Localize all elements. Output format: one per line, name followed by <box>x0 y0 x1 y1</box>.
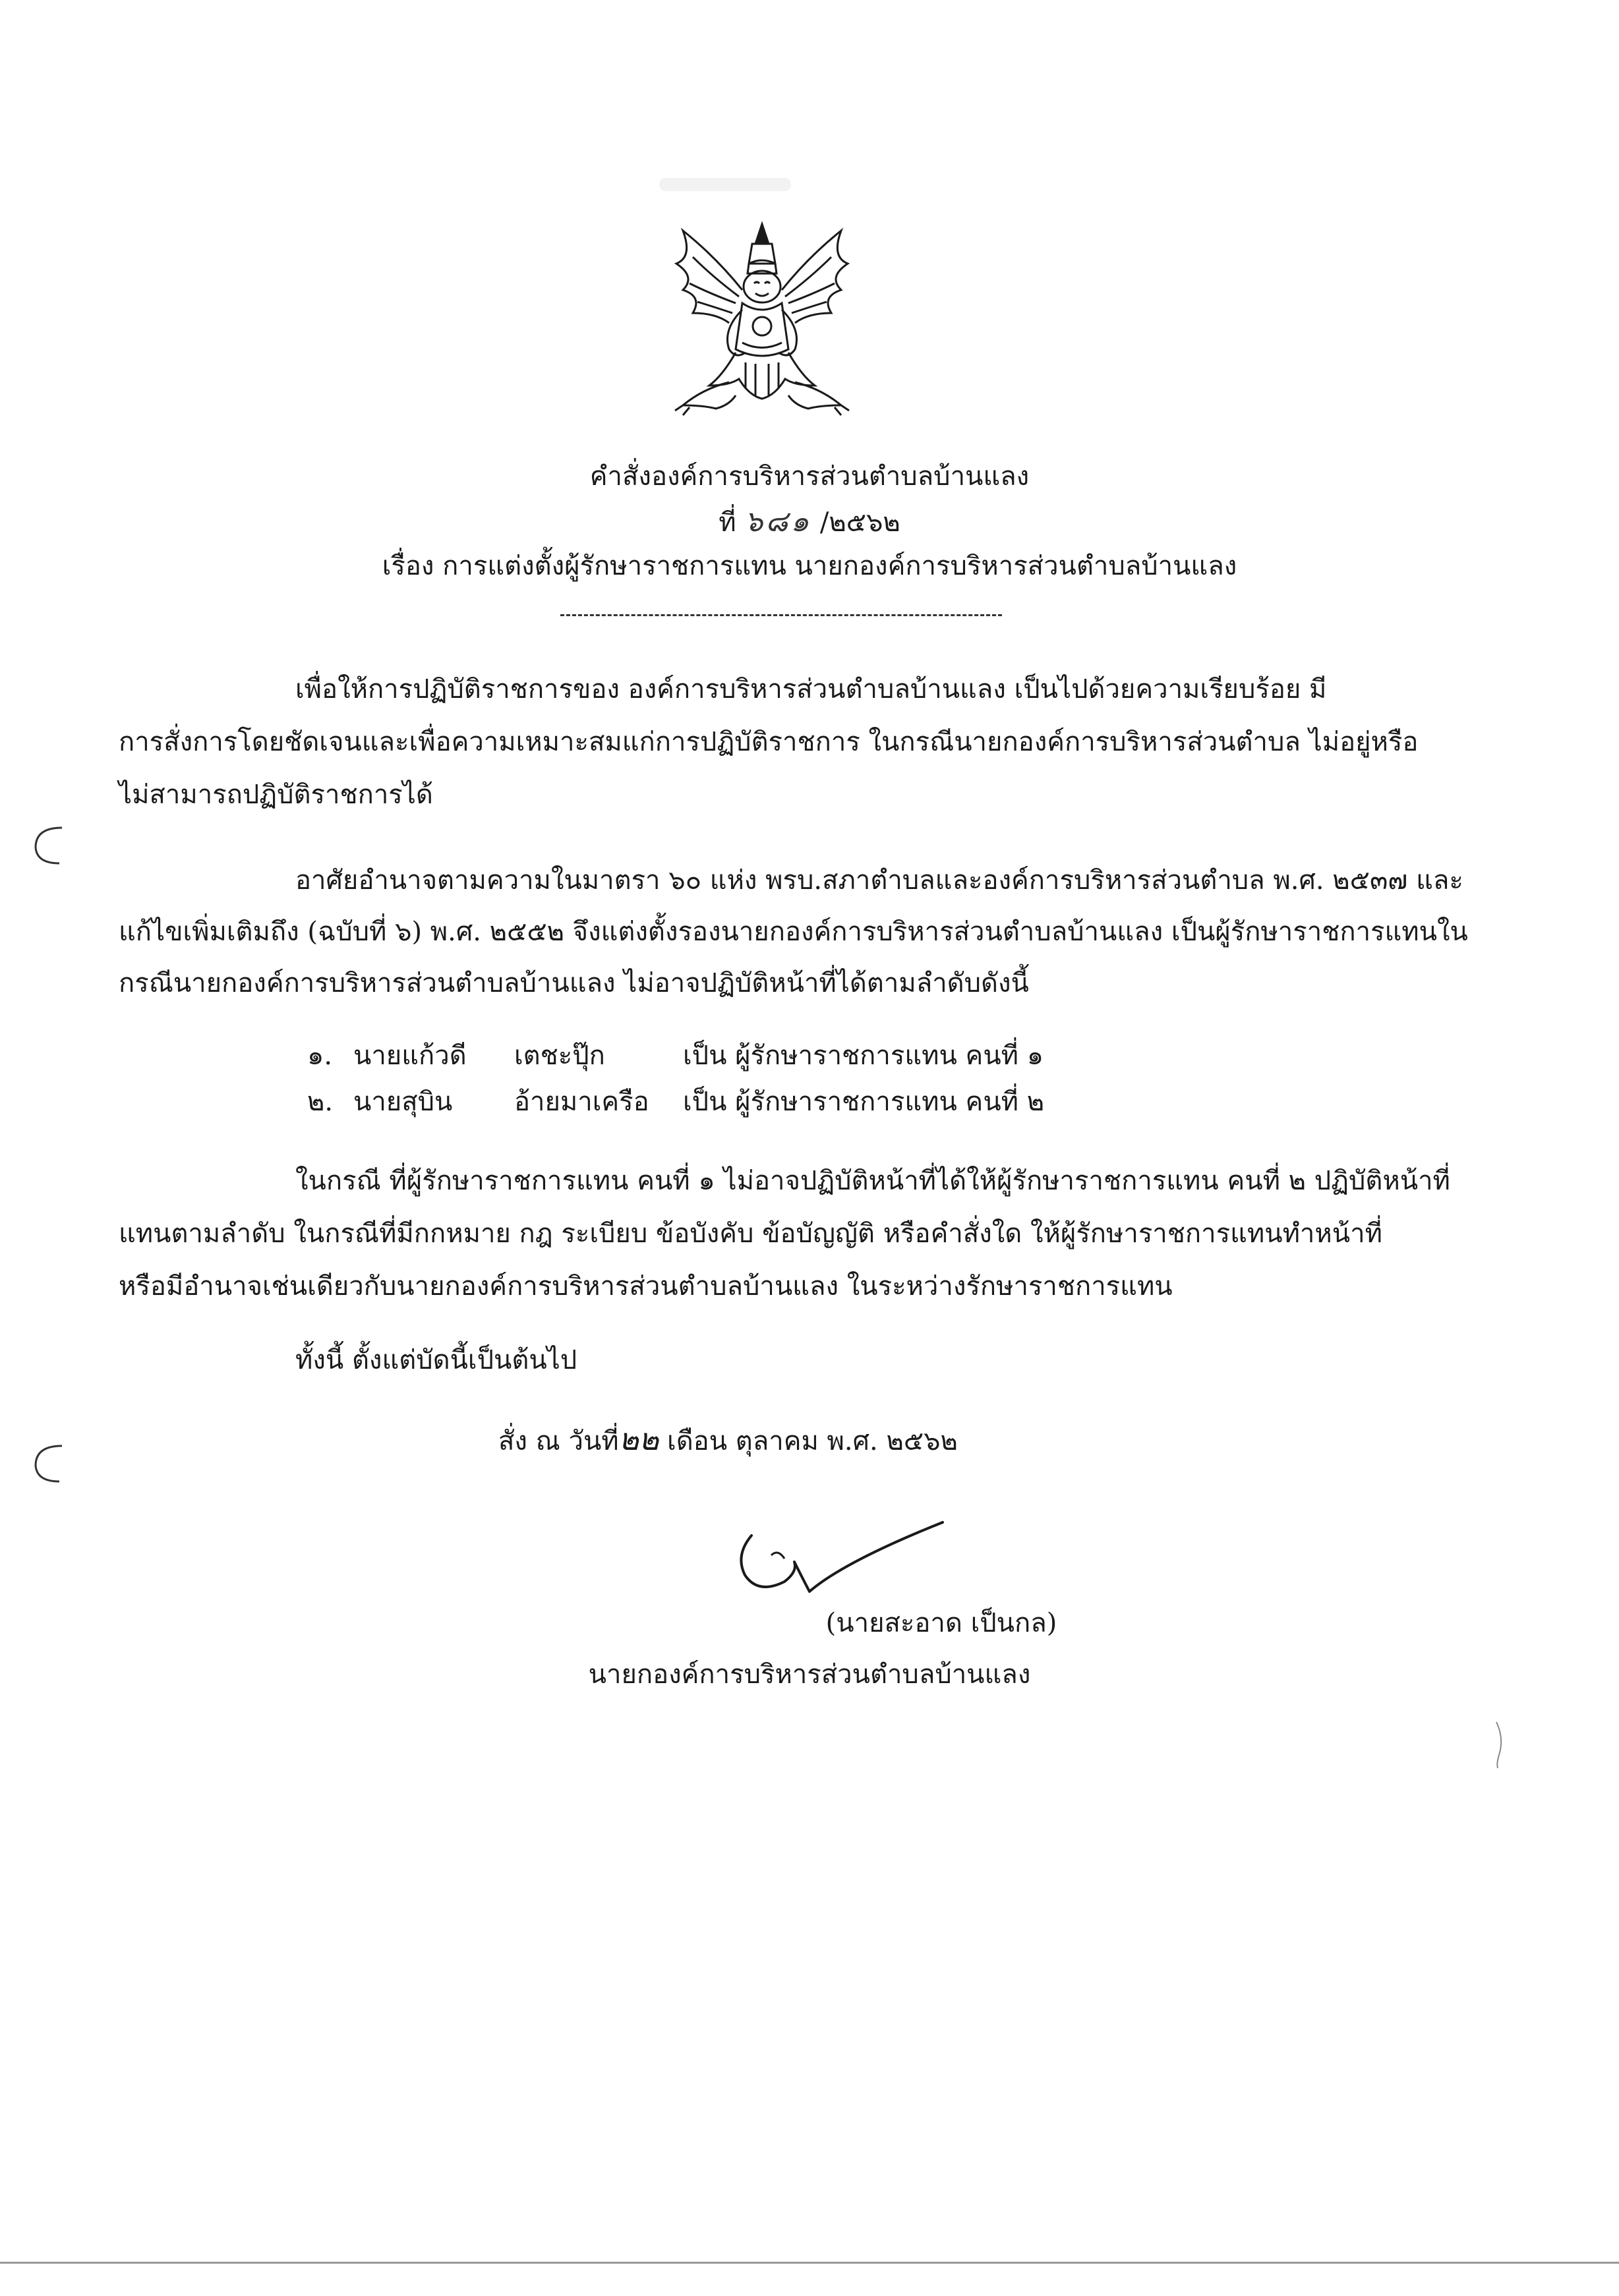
given-date <box>498 1416 958 1465</box>
punch-hole-icon <box>29 822 75 869</box>
given-day-handwritten: ๒๒ <box>618 1421 659 1457</box>
order-subject: เรื่อง การแต่งตั้งผู้รักษาราชการแทน นายกองค์การบริหารส่วนตำบลบ้านแลง <box>382 551 1237 581</box>
paragraph3-line3: หรือมีอำนาจเช่นเดียวกับนายกองค์การบริหารส่วนตำบลบ้านแลง ในระหว่างรักษาราชการแทน <box>119 1271 1173 1302</box>
given-date-prefix: สั่ง ณ วันที่ <box>498 1426 619 1456</box>
signer-title: นายกองค์การบริหารส่วนตำบลบ้านแลง <box>588 1659 1031 1690</box>
appointee-number: ๒. <box>307 1087 334 1117</box>
order-title: คำสั่งองค์การบริหารส่วนตำบลบ้านแลง <box>589 461 1030 492</box>
scan-bottom-edge <box>0 2262 1619 2264</box>
handwritten-signature <box>732 1509 949 1608</box>
effective-statement: ทั้งนี้ ตั้งแต่บัดนี้เป็นต้นไป <box>295 1345 577 1375</box>
order-number-prefix: ที่ <box>719 507 736 538</box>
paragraph1-line1: เพื่อให้การปฏิบัติราชการของ องค์การบริหารส่วนตำบลบ้านแลง เป็นไปด้วยความเรียบร้อย มี <box>295 674 1327 704</box>
given-date-rest: เดือน ตุลาคม พ.ศ. ๒๕๖๒ <box>659 1426 958 1456</box>
paragraph2-line1: อาศัยอำนาจตามความในมาตรา ๖๐ แห่ง พรบ.สภาตำบลและองค์การบริหารส่วนตำบล พ.ศ. ๒๕๓๗ และ <box>295 865 1463 896</box>
paragraph2-line2: แก้ไขเพิ่มเติมถึง (ฉบับที่ ๖) พ.ศ. ๒๕๕๒ จึงแต่งตั้งรองนายกองค์การบริหารส่วนตำบลบ้านแลง เป็นผู้รักษาราชการแทนใน <box>119 917 1468 947</box>
paragraph2-line3: กรณีนายกองค์การบริหารส่วนตำบลบ้านแลง ไม่อาจปฏิบัติหน้าที่ได้ตามลำดับดังนี้ <box>119 968 1029 998</box>
appointee-last-name: เตชะปุ๊ก <box>514 1041 605 1071</box>
paragraph3-line2: แทนตามลำดับ ในกรณีที่มีกกหมาย กฎ ระเบียบ ข้อบังคับ ข้อบัญญัติ หรือคำสั่งใด ให้ผู้รักษาราชการแทนทำหน้าที่ <box>119 1219 1382 1249</box>
header-divider <box>560 614 1002 616</box>
paragraph3-line1: ในกรณี ที่ผู้รักษาราชการแทน คนที่ ๑ ไม่อาจปฏิบัติหน้าที่ได้ให้ผู้รักษาราชการแทน คนที่ ๒ ปฏิบัติหน้าที่ <box>295 1166 1450 1196</box>
paragraph1-line3: ไม่สามารถปฏิบัติราชการได้ <box>119 780 433 810</box>
scan-smudge <box>659 178 791 191</box>
appointee-number: ๑. <box>307 1041 333 1071</box>
order-number-year: /๒๕๖๒ <box>819 507 900 538</box>
appointee-role: เป็น ผู้รักษาราชการแทน คนที่ ๑ <box>683 1041 1044 1071</box>
appointee-first-name: นายแก้วดี <box>353 1041 467 1071</box>
garuda-emblem-icon <box>657 217 868 428</box>
appointee-last-name: อ้ายมาเครือ <box>514 1087 649 1117</box>
order-number-handwritten: ๖๘๑ <box>744 505 812 538</box>
scan-mark <box>1491 1719 1511 1771</box>
order-number <box>0 498 1619 544</box>
punch-hole-icon <box>29 1441 75 1487</box>
signer-name: (นายสะอาด เป็นกล) <box>825 1608 1057 1638</box>
appointee-first-name: นายสุบิน <box>353 1087 453 1117</box>
appointee-role: เป็น ผู้รักษาราชการแทน คนที่ ๒ <box>683 1087 1045 1117</box>
paragraph1-line2: การสั่งการโดยชัดเจนและเพื่อความเหมาะสมแก่การปฏิบัติราชการ ในกรณีนายกองค์การบริหารส่วนตำบล ไม่อยู่หรือ <box>119 727 1419 757</box>
